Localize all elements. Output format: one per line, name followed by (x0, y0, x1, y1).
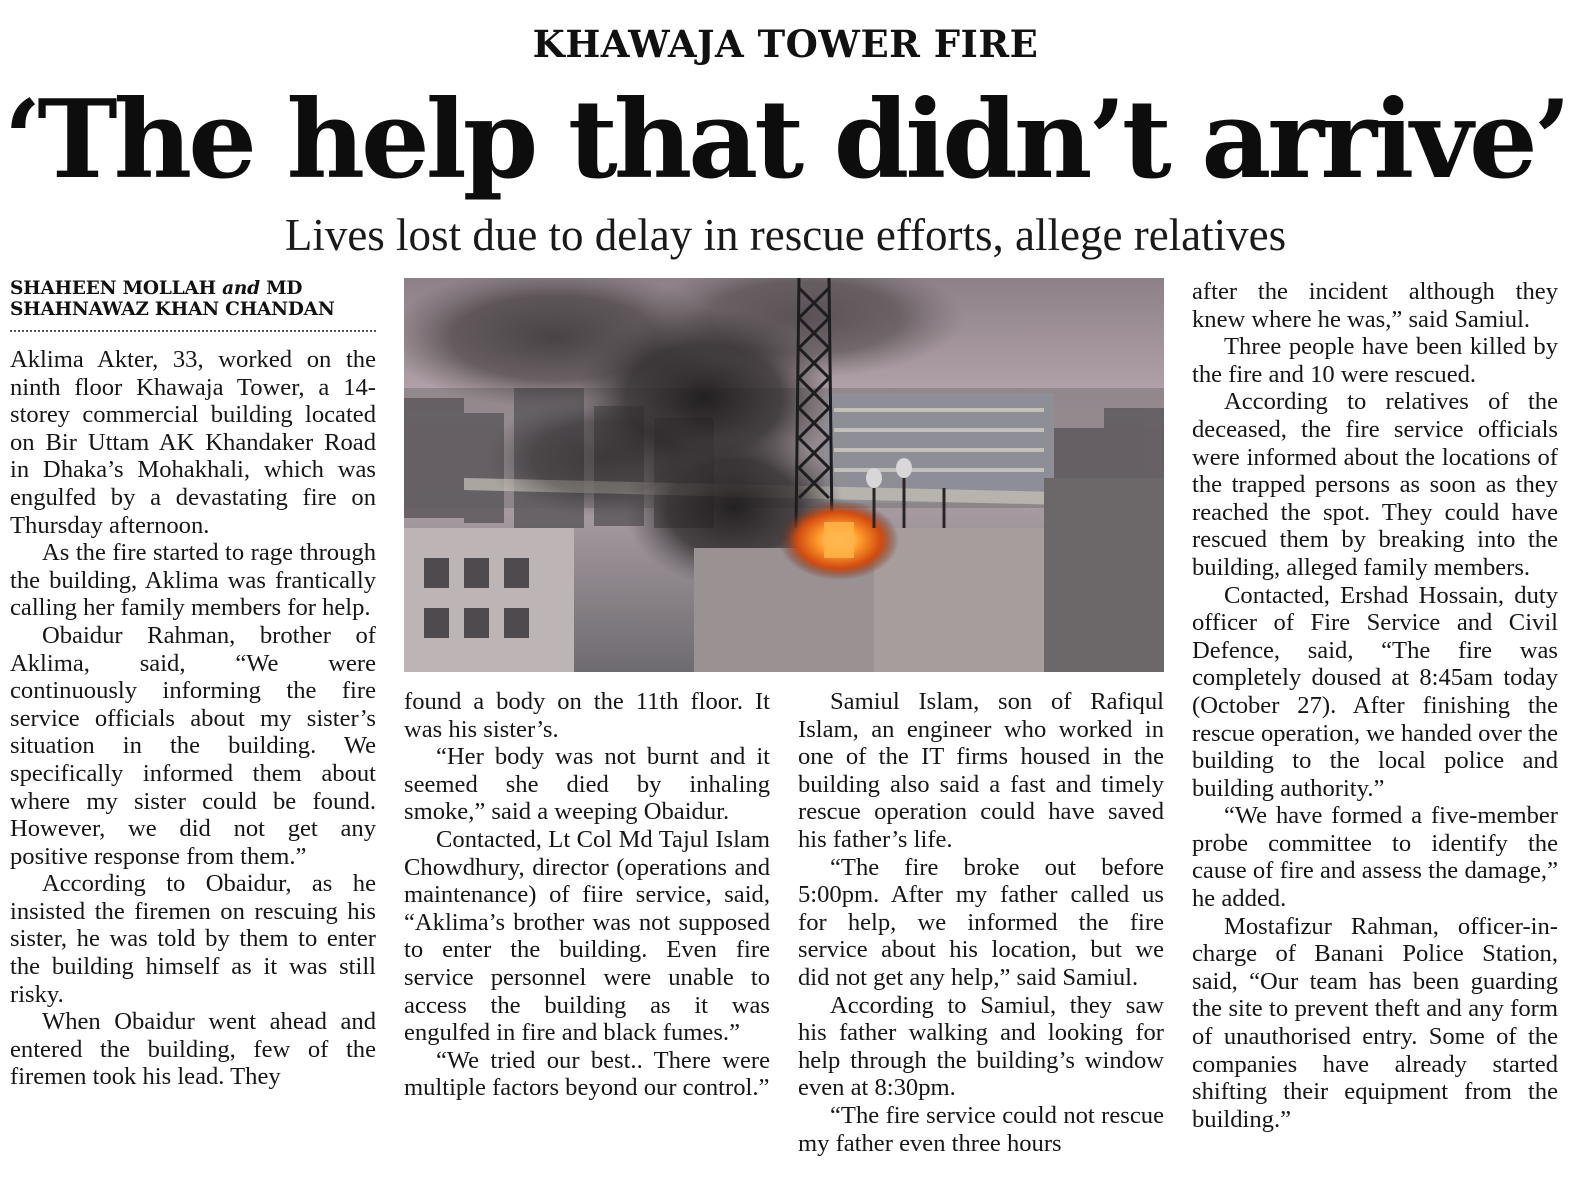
paragraph: “The fire service could not rescue my father even three hours (798, 1101, 1164, 1157)
paragraph: “Her body was not burnt and it seemed she died by inhaling smoke,” said a weeping Obaidur. (404, 743, 770, 826)
kicker: KHAWAJA TOWER FIRE (532, 22, 1039, 66)
byline-author-2: MD SHAHNAWAZ KHAN CHANDAN (10, 278, 335, 320)
article-column-3 (798, 688, 1164, 1157)
paragraph: According to relatives of the deceased, the fire service officials were informed about the locations of the trapped persons as soon as they reached the spot. They could have rescued them by breaking into the building, alleged family members. (1192, 388, 1558, 581)
paragraph: As the fire started to rage through the building, Aklima was frantically calling her family members for help. (10, 539, 376, 622)
fire-photo (404, 278, 1164, 672)
byline-author-1: SHAHEEN MOLLAH (10, 278, 216, 299)
paragraph: Obaidur Rahman, brother of Aklima, said, “We were continuously informing the fire service officials about my sister’s situation in the building. We specifically informed them about where my sister could be found. However, we did not get any positive response from them.” (10, 621, 376, 870)
paragraph: “We tried our best.. There were multiple factors beyond our control.” (404, 1046, 770, 1102)
paragraph: found a body on the 11th floor. It was his sister’s. (404, 688, 770, 743)
paragraph: Three people have been killed by the fire and 10 were rescued. (1192, 333, 1558, 388)
paragraph: “We have formed a five-member probe committee to identify the cause of fire and assess the damage,” he added. (1192, 802, 1558, 913)
paragraph: after the incident although they knew where he was,” said Samiul. (1192, 278, 1558, 333)
paragraph: Contacted, Ershad Hossain, duty officer of Fire Service and Civil Defence, said, “The fire was completely doused at 8:45am today (October 27). After finishing the rescue operation, we handed over the building to the local police and building authority.” (1192, 581, 1559, 802)
paragraph: “The fire broke out before 5:00pm. After my father called us for help, we informed the fire service about his location, but we did not get any help,” said Samiul. (798, 853, 1164, 991)
headline: ‘The help that didn’t arrive’ (3, 77, 1568, 203)
subheadline: Lives lost due to delay in rescue efforts, allege relatives (284, 210, 1287, 260)
byline (10, 278, 376, 332)
paragraph: Samiul Islam, son of Rafiqul Islam, an engineer who worked in one of the IT firms housed in the building also said a fast and timely rescue operation could have saved his father’s life. (798, 688, 1164, 853)
paragraph: Aklima Akter, 33, worked on the ninth floor Khawaja Tower, a 14-storey commercial building located on Bir Uttam AK Khandaker Road in Dhaka’s Mohakhali, which was engulfed by a devastating fire on Thursday afternoon. (10, 346, 376, 539)
byline-conjunction: and (222, 278, 260, 299)
paragraph: Contacted, Lt Col Md Tajul Islam Chowdhury, director (operations and maintenance) of fiire service, said, “Aklima’s brother was not supposed to enter the building. Even fire service personnel were unable to access the building as it was engulfed in fire and black fumes.” (404, 825, 770, 1047)
article-column-2 (404, 688, 770, 1102)
paragraph: According to Obaidur, as he insisted the firemen on rescuing his sister, he was told by them to enter the building himself as it was still risky. (10, 870, 376, 1008)
fire-photo-icon (404, 278, 1164, 672)
article-column-4 (1192, 278, 1558, 1133)
paragraph: When Obaidur went ahead and entered the building, few of the firemen took his lead. They (10, 1008, 376, 1091)
paragraph: Mostafizur Rahman, officer-in-charge of Banani Police Station, said, “Our team has been guarding the site to prevent theft and any form of unauthorised entry. Some of the companies have already started shifting their equipment from the building.” (1192, 912, 1558, 1133)
article-column-1 (10, 278, 376, 1091)
paragraph: According to Samiul, they saw his father walking and looking for help through the building’s window even at 8:30pm. (798, 991, 1164, 1102)
